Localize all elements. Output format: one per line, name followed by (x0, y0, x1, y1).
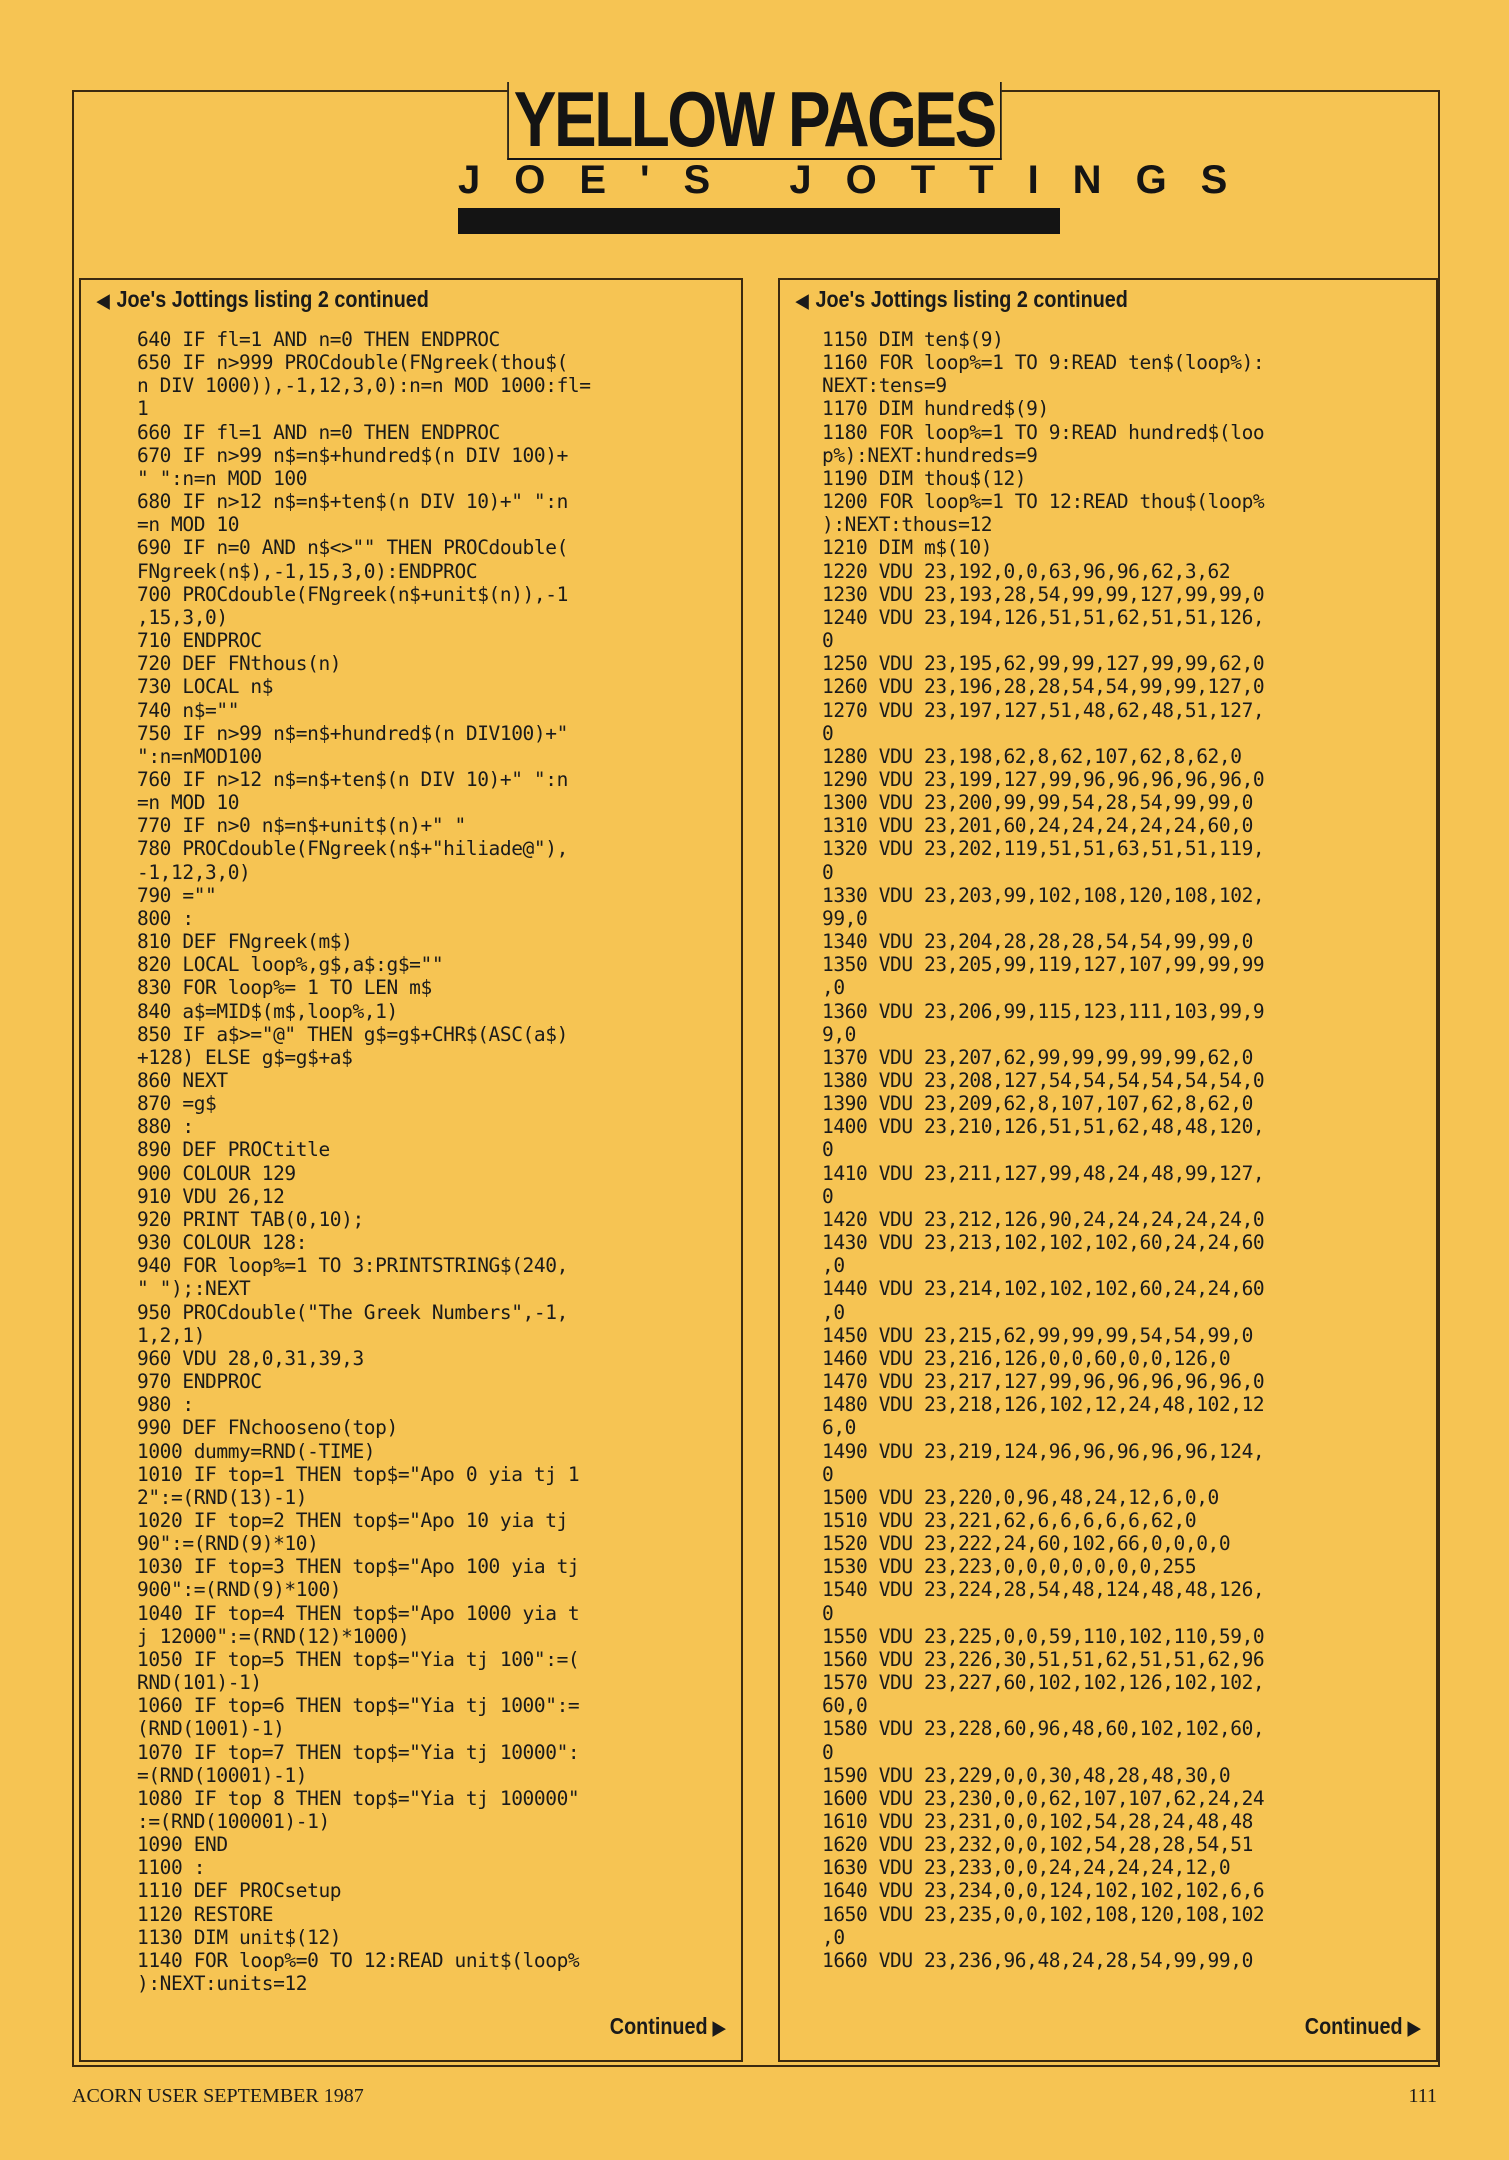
listing-panel-right (778, 278, 1438, 2062)
continued-label (609, 2013, 725, 2040)
publication-footer: ACORN USER SEPTEMBER 1987 (72, 2085, 364, 2107)
continued-text: Continued (1304, 2013, 1403, 2039)
listing-panel-left (79, 278, 743, 2062)
arrow-right-icon: ▶ (1407, 2018, 1420, 2039)
section-title: YELLOW PAGES (507, 82, 1001, 160)
code-listing: 1150 DIM ten$(9) 1160 FOR loop%=1 TO 9:READ ten$(loop%): NEXT:tens=9 1170 DIM hundred$(9) 1180 FOR loop%=1 TO 9:READ hundred$(loo p%):NEXT:hundreds=9 1190 DIM thou$(12) 1200 FOR loop%=1 TO 12:READ thou$(loop% ):NEXT:thous=12 1210 DIM m$(10) 1220 VDU 23,192,0,0,63,96,96,62,3,62 1230 VDU 23,193,28,54,99,99,127,99,99,0 1240 VDU 23,194,126,51,51,62,51,51,126, 0 1250 VDU 23,195,62,99,99,127,99,99,62,0 1260 VDU 23,196,28,28,54,54,99,99,127,0 1270 VDU 23,197,127,51,48,62,48,51,127, 0 1280 VDU 23,198,62,8,62,107,62,8,62,0 1290 VDU 23,199,127,99,96,96,96,96,96,0 1300 VDU 23,200,99,99,54,28,54,99,99,0 1310 VDU 23,201,60,24,24,24,24,24,60,0 1320 VDU 23,202,119,51,51,63,51,51,119, 0 1330 VDU 23,203,99,102,108,120,108,102, 99,0 1340 VDU 23,204,28,28,28,54,54,99,99,0 1350 VDU 23,205,99,119,127,107,99,99,99 ,0 1360 VDU 23,206,99,115,123,111,103,99,9 9,0 1370 VDU 23,207,62,99,99,99,99,99,62,0 1380 VDU 23,208,127,54,54,54,54,54,54,0 1390 VDU 23,209,62,8,107,107,62,8,62,0 1400 VDU 23,210,126,51,51,62,48,48,120, 0 1410 VDU 23,211,127,99,48,24,48,99,127, 0 1420 VDU 23,212,126,90,24,24,24,24,24,0 1430 VDU 23,213,102,102,102,60,24,24,60 ,0 1440 VDU 23,214,102,102,102,60,24,24,60 ,0 1450 VDU 23,215,62,99,99,99,54,54,99,0 1460 VDU 23,216,126,0,0,60,0,0,126,0 1470 VDU 23,217,127,99,96,96,96,96,96,0 1480 VDU 23,218,126,102,12,24,48,102,12 6,0 1490 VDU 23,219,124,96,96,96,96,96,124, 0 1500 VDU 23,220,0,96,48,24,12,6,0,0 1510 VDU 23,221,62,6,6,6,6,6,62,0 1520 VDU 23,222,24,60,102,66,0,0,0,0 1530 VDU 23,223,0,0,0,0,0,0,0,255 1540 VDU 23,224,28,54,48,124,48,48,126, 0 1550 VDU 23,225,0,0,59,110,102,110,59,0 1560 VDU 23,226,30,51,51,62,51,51,62,96 1570 VDU 23,227,60,102,102,126,102,102, 60,0 1580 VDU 23,228,60,96,48,60,102,102,60, 0 1590 VDU 23,229,0,0,30,48,28,48,30,0 1600 VDU 23,230,0,0,62,107,107,62,24,24 1610 VDU 23,231,0,0,102,54,28,24,48,48 1620 VDU 23,232,0,0,102,54,28,28,54,51 1630 VDU 23,233,0,0,24,24,24,24,12,0 1640 VDU 23,234,0,0,124,102,102,102,6,6 1650 VDU 23,235,0,0,102,108,120,108,102 ,0 1660 VDU 23,236,96,48,24,28,54,99,99,0 (822, 328, 1265, 1972)
title-rule (458, 208, 1060, 234)
code-listing: 640 IF fl=1 AND n=0 THEN ENDPROC 650 IF n>999 PROCdouble(FNgreek(thou$( n DIV 1000)),-1,12,3,0):n=n MOD 1000:fl= 1 660 IF fl=1 AND n=0 THEN ENDPROC 670 IF n>99 n$=n$+hundred$(n DIV 100)+ " ":n=n MOD 100 680 IF n>12 n$=n$+ten$(n DIV 10)+" ":n =n MOD 10 690 IF n=0 AND n$<>"" THEN PROCdouble( FNgreek(n$),-1,15,3,0):ENDPROC 700 PROCdouble(FNgreek(n$+unit$(n)),-1 ,15,3,0) 710 ENDPROC 720 DEF FNthous(n) 730 LOCAL n$ 740 n$="" 750 IF n>99 n$=n$+hundred$(n DIV100)+" ":n=nMOD100 760 IF n>12 n$=n$+ten$(n DIV 10)+" ":n =n MOD 10 770 IF n>0 n$=n$+unit$(n)+" " 780 PROCdouble(FNgreek(n$+"hiliade@"), -1,12,3,0) 790 ="" 800 : 810 DEF FNgreek(m$) 820 LOCAL loop%,g$,a$:g$="" 830 FOR loop%= 1 TO LEN m$ 840 a$=MID$(m$,loop%,1) 850 IF a$>="@" THEN g$=g$+CHR$(ASC(a$) +128) ELSE g$=g$+a$ 860 NEXT 870 =g$ 880 : 890 DEF PROCtitle 900 COLOUR 129 910 VDU 26,12 920 PRINT TAB(0,10); 930 COLOUR 128: 940 FOR loop%=1 TO 3:PRINTSTRING$(240, " ");:NEXT 950 PROCdouble("The Greek Numbers",-1, 1,2,1) 960 VDU 28,0,31,39,3 970 ENDPROC 980 : 990 DEF FNchooseno(top) 1000 dummy=RND(-TIME) 1010 IF top=1 THEN top$="Apo 0 yia tj 1 2":=(RND(13)-1) 1020 IF top=2 THEN top$="Apo 10 yia tj 90":=(RND(9)*10) 1030 IF top=3 THEN top$="Apo 100 yia tj 900":=(RND(9)*100) 1040 IF top=4 THEN top$="Apo 1000 yia t j 12000":=(RND(12)*1000) 1050 IF top=5 THEN top$="Yia tj 100":=( RND(101)-1) 1060 IF top=6 THEN top$="Yia tj 1000":= (RND(1001)-1) 1070 IF top=7 THEN top$="Yia tj 10000": =(RND(10001)-1) 1080 IF top 8 THEN top$="Yia tj 100000" :=(RND(100001)-1) 1090 END 1100 : 1110 DEF PROCsetup 1120 RESTORE 1130 DIM unit$(12) 1140 FOR loop%=0 TO 12:READ unit$(loop% ):NEXT:units=12 (137, 328, 591, 1996)
panel-heading (97, 286, 429, 313)
masthead (0, 75, 1509, 163)
continued-text: Continued (609, 2013, 708, 2039)
page-number: 111 (1408, 2085, 1437, 2107)
column-subtitle: JOE'S JOTTINGS (458, 158, 1262, 202)
continued-label (1304, 2013, 1420, 2040)
panel-heading (796, 286, 1128, 313)
panel-heading-label: Joe's Jottings listing 2 continued (116, 286, 429, 312)
arrow-right-icon: ▶ (712, 2018, 725, 2039)
arrow-left-icon: ◀ (796, 291, 809, 312)
panel-heading-label: Joe's Jottings listing 2 continued (815, 286, 1128, 312)
arrow-left-icon: ◀ (97, 291, 110, 312)
